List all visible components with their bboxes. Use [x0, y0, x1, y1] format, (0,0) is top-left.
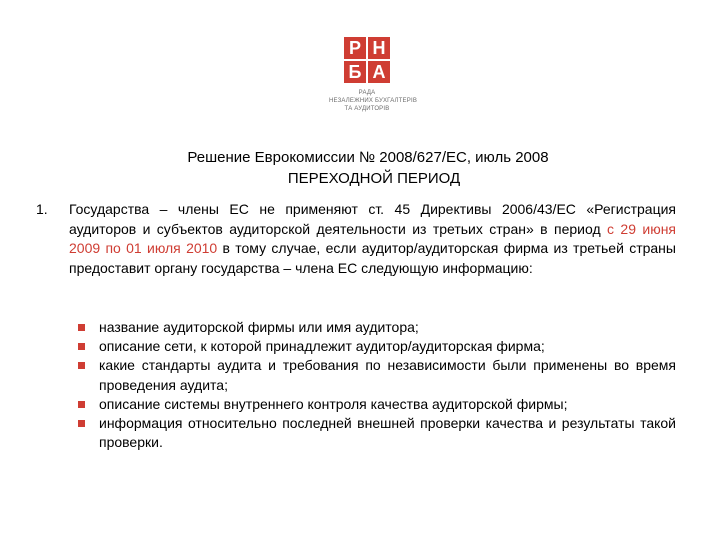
- logo-letter: Н: [368, 37, 390, 59]
- logo-letter: А: [368, 61, 390, 83]
- paragraph-highlight-period: с 29 июня 2009 по 01 июля 2010: [69, 220, 677, 256]
- paragraph-text: [69, 200, 676, 278]
- rnba-logo: [329, 37, 418, 112]
- logo-caption-line: ТА АУДИТОРІВ: [344, 106, 390, 112]
- square-bullet-icon: [78, 420, 85, 427]
- list-item-text: название аудиторской фирмы или имя аудитора;: [99, 319, 419, 335]
- slide-title: Решение Еврокомиссии № 2008/627/ЕС, июль 2008: [187, 149, 549, 166]
- logo-letter: Р: [344, 37, 366, 59]
- logo-caption-line: НЕЗАЛЕЖНИХ БУХГАЛТЕРІВ: [329, 98, 418, 104]
- square-bullet-icon: [78, 362, 85, 369]
- list-item: [78, 395, 676, 414]
- square-bullet-icon: [78, 401, 85, 408]
- list-item: [78, 318, 676, 337]
- list-item-text: какие стандарты аудита и требования по независимости были применены во время проведения аудита;: [99, 357, 676, 393]
- requirements-list: [78, 318, 676, 452]
- square-bullet-icon: [78, 343, 85, 350]
- paragraph-text-part: в тому случае, если аудитор/аудиторская фирма из третьей страны предоставит органу государства – члена ЕС следующую информацию:: [69, 240, 676, 276]
- paragraph-number: 1.: [36, 201, 48, 217]
- logo-letter: Б: [344, 61, 366, 83]
- list-item-text: информация относительно последней внешней проверки качества и результаты такой проверки.: [99, 415, 676, 451]
- numbered-paragraph: [36, 200, 676, 278]
- paragraph-text-part: Государства – члены ЕС не применяют ст. 45 Директивы 2006/43/ЕС «Регистрация аудиторов и субъектов аудиторской деятельности из третьих стран» в период: [69, 201, 676, 237]
- square-bullet-icon: [78, 324, 85, 331]
- list-item-text: описание сети, к которой принадлежит аудитор/аудиторская фирма;: [99, 338, 545, 355]
- logo-caption-line: РАДА: [358, 90, 376, 96]
- slide-subtitle: ПЕРЕХОДНОЙ ПЕРИОД: [287, 170, 461, 187]
- list-item-text: описание системы внутреннего контроля качества аудиторской фирмы;: [99, 395, 568, 412]
- logo-caption: [329, 89, 418, 113]
- list-item: [78, 414, 676, 452]
- list-item: [78, 337, 676, 356]
- logo-letter-grid: [344, 37, 390, 83]
- list-item: [78, 356, 676, 394]
